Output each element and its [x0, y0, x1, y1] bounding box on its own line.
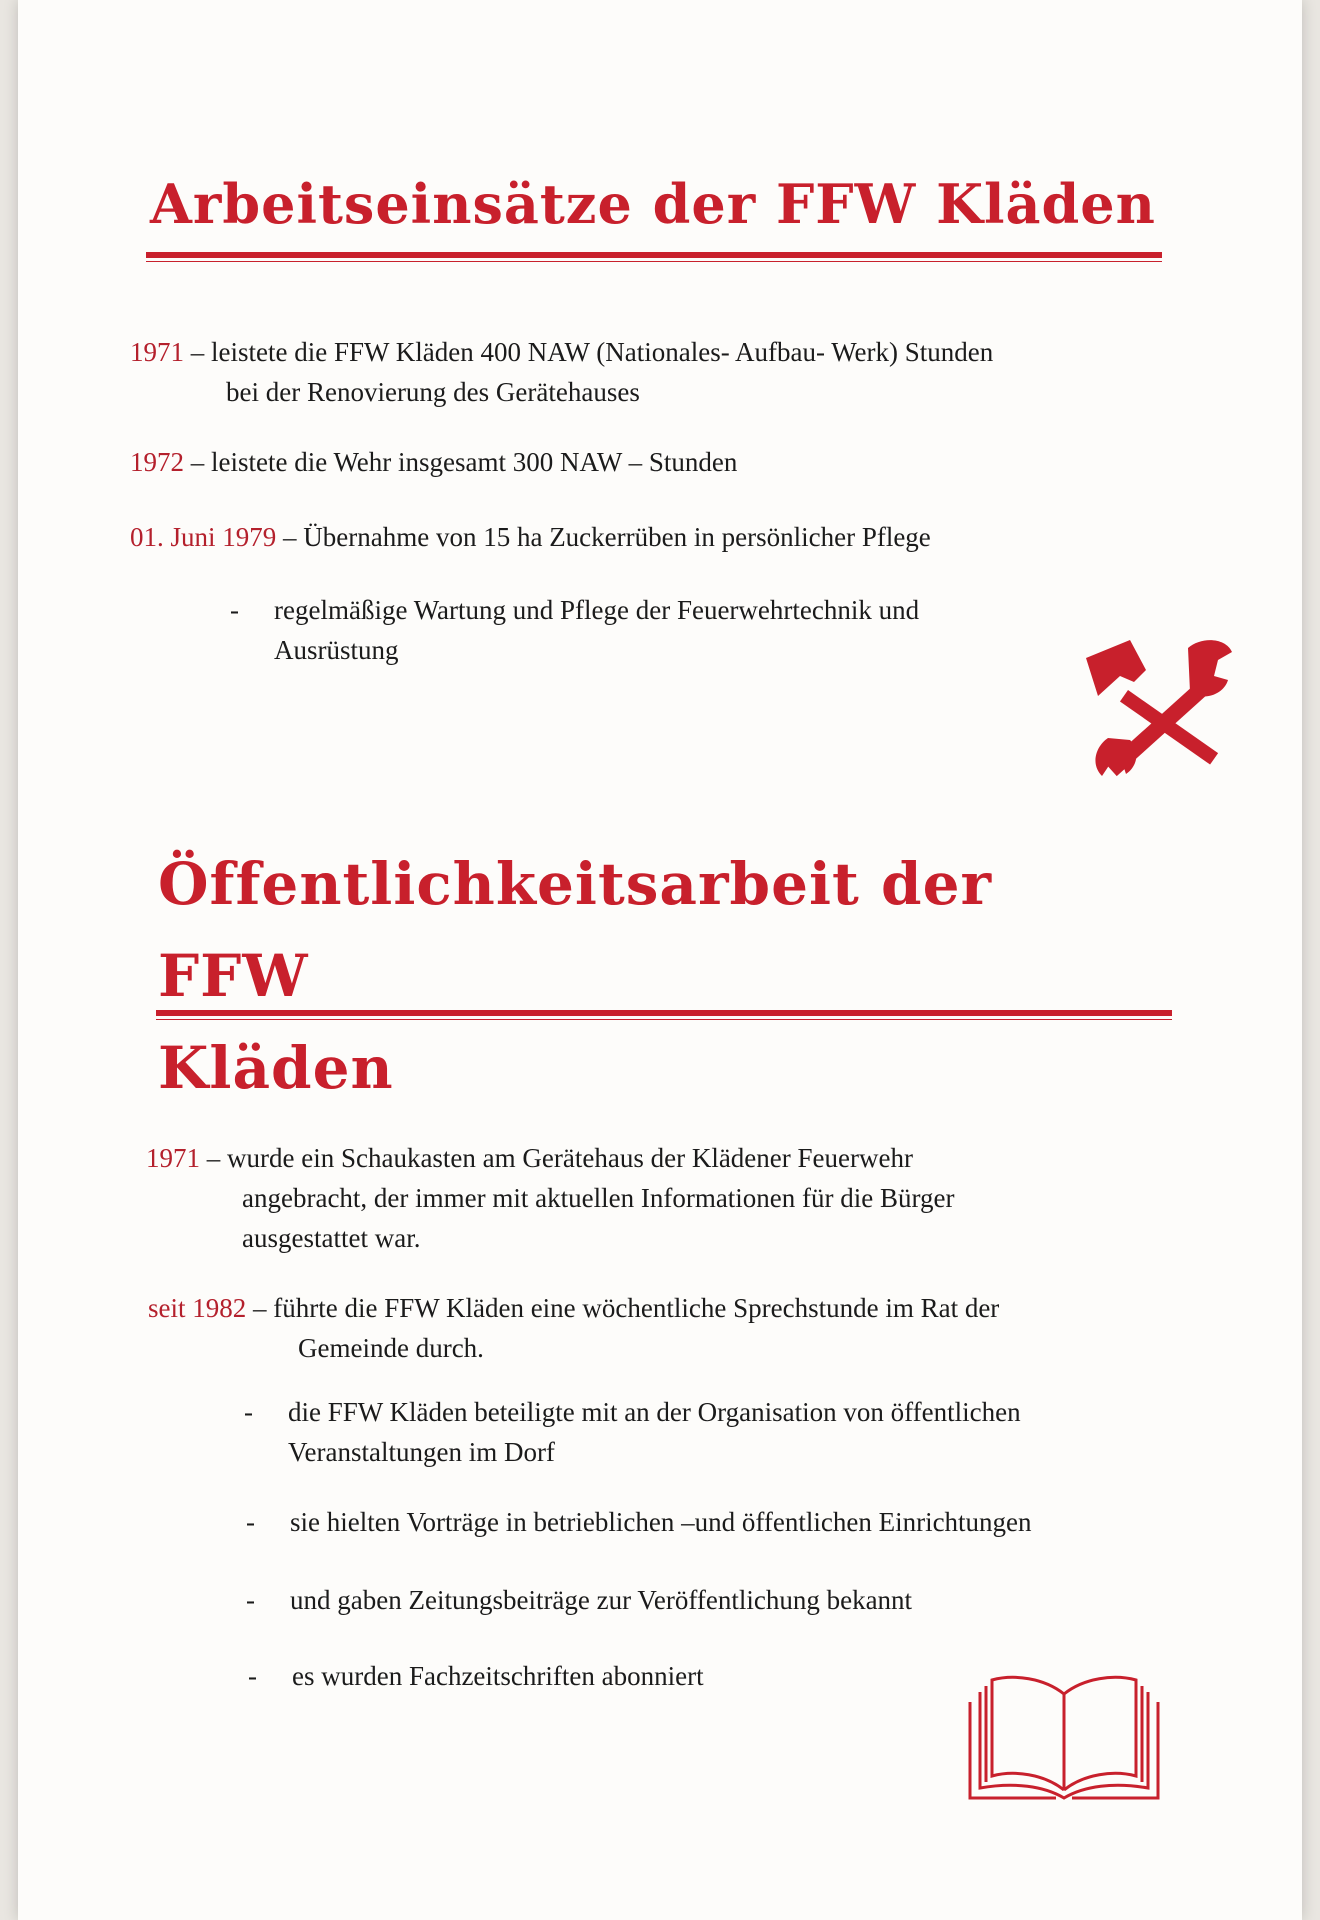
list-item-text-continued: Veranstaltungen im Dorf	[288, 1437, 555, 1467]
list-item-vortraege	[246, 1502, 1032, 1542]
entry-text: führte die FFW Kläden eine wöchentliche Sprechstunde im Rat der	[273, 1293, 1000, 1323]
entry-separator: –	[184, 447, 211, 477]
entry-year: 01. Juni 1979	[130, 522, 277, 552]
list-item-zeitungsbeitraege	[246, 1580, 913, 1620]
entry-text: wurde ein Schaukasten am Gerätehaus der Klädener Feuerwehr	[227, 1143, 913, 1173]
list-item-text-continued: Ausrüstung	[274, 635, 399, 665]
hammer-wrench-icon	[1068, 630, 1248, 780]
entry-1971-naw	[130, 332, 993, 412]
list-item-organisation	[244, 1392, 1021, 1472]
open-book-icon	[964, 1664, 1164, 1804]
entry-separator: –	[246, 1293, 274, 1323]
list-item-text: sie hielten Vorträge in betrieblichen –und öffentlichen Einrichtungen	[290, 1507, 1032, 1537]
list-bullet: -	[244, 1397, 253, 1427]
list-item-text: es wurden Fachzeitschriften abonniert	[292, 1661, 704, 1691]
entry-text: leistete die FFW Kläden 400 NAW (Nationales- Aufbau- Werk) Stunden	[211, 337, 994, 367]
list-item-text: und gaben Zeitungsbeiträge zur Veröffentlichung bekannt	[290, 1585, 913, 1615]
document-page	[18, 0, 1302, 1920]
list-item-text: die FFW Kläden beteiligte mit an der Organisation von öffentlichen	[288, 1397, 1021, 1427]
section-title-arbeitseinsaetze: Arbeitseinsätze der FFW Kläden	[150, 172, 1156, 236]
list-item-text: regelmäßige Wartung und Pflege der Feuerwehrtechnik und	[274, 595, 920, 625]
entry-text-continued: bei der Renovierung des Gerätehauses	[226, 377, 640, 407]
entry-separator: –	[184, 337, 211, 367]
entry-1979-zuckerrueben	[130, 517, 931, 557]
entry-separator: –	[200, 1143, 227, 1173]
title-underline	[146, 252, 1162, 258]
entry-1971-schaukasten	[146, 1138, 955, 1258]
entry-separator: –	[276, 522, 304, 552]
entry-year: seit 1982	[148, 1293, 247, 1323]
entry-year: 1971	[146, 1143, 200, 1173]
list-item-fachzeitschriften	[248, 1656, 704, 1696]
entry-text-continued: Gemeinde durch.	[298, 1333, 484, 1363]
list-bullet: -	[230, 595, 239, 625]
list-bullet: -	[246, 1585, 255, 1615]
entry-text-continued: ausgestattet war.	[242, 1223, 421, 1253]
title-underline	[156, 1010, 1172, 1016]
entry-1982-sprechstunde	[148, 1288, 999, 1368]
list-bullet: -	[246, 1507, 255, 1537]
list-item-wartung	[230, 590, 920, 670]
entry-text: leistete die Wehr insgesamt 300 NAW – Stunden	[211, 447, 738, 477]
entry-year: 1971	[130, 337, 184, 367]
list-bullet: -	[248, 1661, 257, 1691]
entry-year: 1972	[130, 447, 184, 477]
entry-text: Übernahme von 15 ha Zuckerrüben in persönlicher Pflege	[303, 522, 931, 552]
section-title-oeffentlichkeitsarbeit	[158, 838, 1058, 1114]
section-title-line2: Kläden	[158, 1034, 394, 1102]
section-title-line1: Öffentlichkeitsarbeit der FFW	[158, 850, 993, 1010]
entry-text-continued: angebracht, der immer mit aktuellen Informationen für die Bürger	[242, 1183, 955, 1213]
entry-1972-naw	[130, 442, 737, 482]
